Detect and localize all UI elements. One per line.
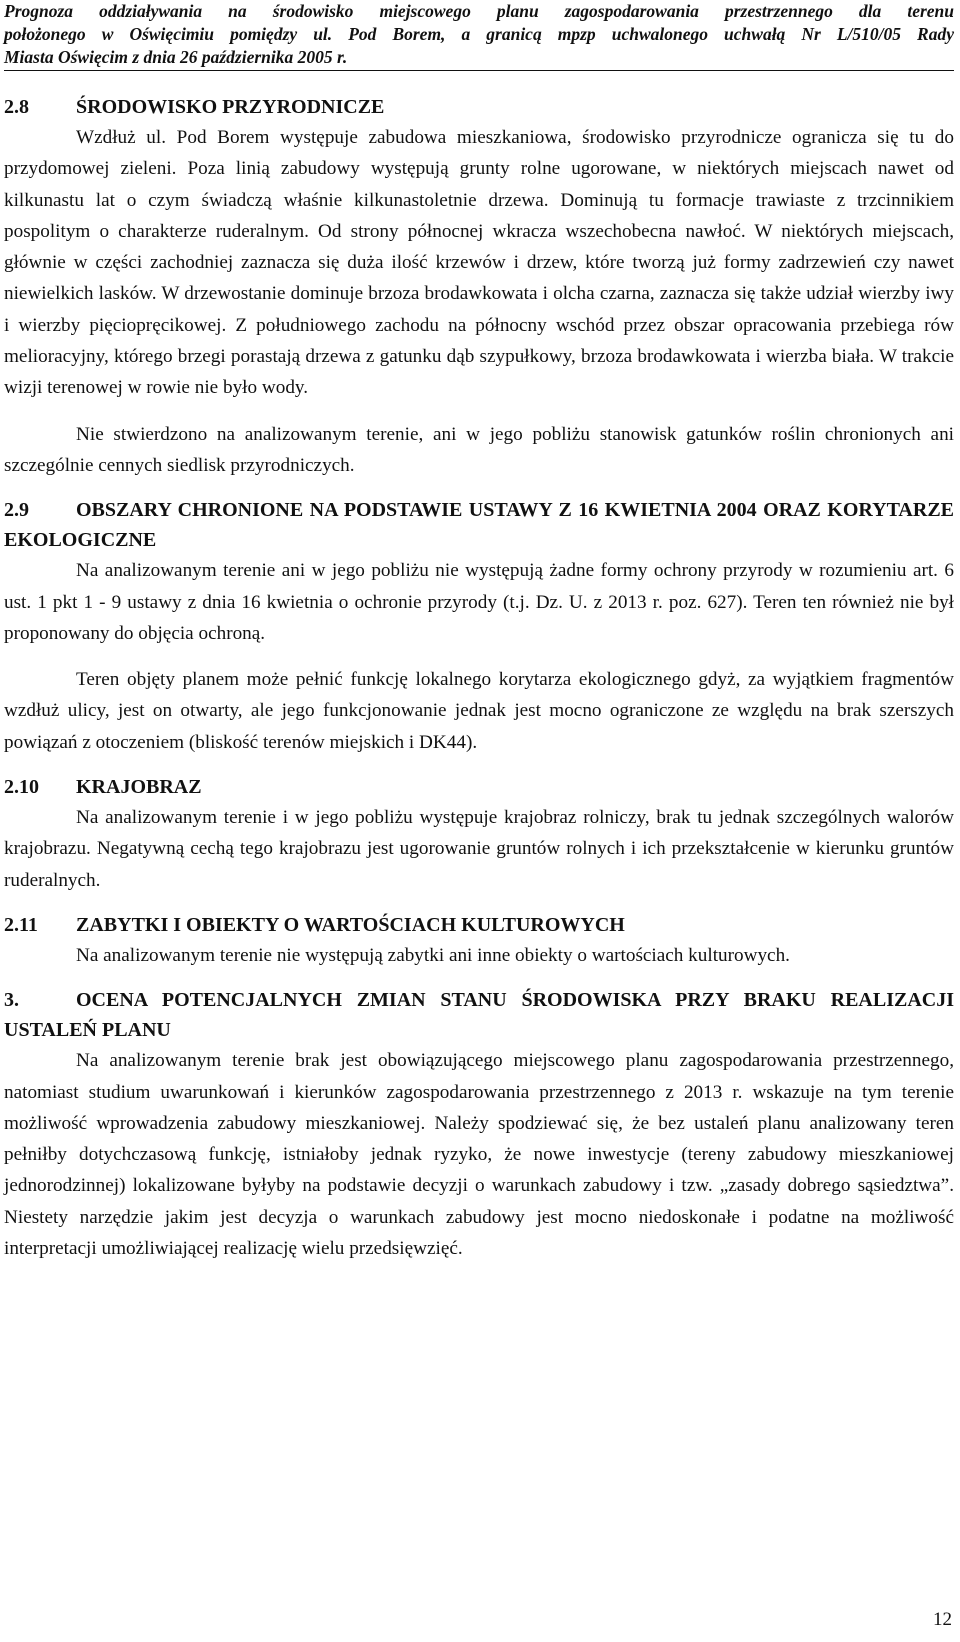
section-number: 2.9: [4, 499, 29, 522]
header-line-1: Prognoza oddziaływania na środowisko miejscowego planu zagospodarowania przestrzennego dla terenu: [4, 1, 954, 21]
paragraph: Na analizowanym terenie nie występują zabytki ani inne obiekty o wartościach kulturowych.: [76, 944, 790, 966]
paragraph: Teren objęty planem może pełnić funkcję lokalnego korytarza ekologicznego gdyż, za wyjątkiem fragmentów wzdłuż ulicy, jest on otwarty, ale jego funkcjonowanie jednak jest mocno ograniczone ze względu na brak szerszych powiązań z otoczeniem (bliskość terenów miejskich i DK44).: [4, 669, 954, 753]
header-line-3: Miasta Oświęcim z dnia 26 października 2005 r.: [4, 47, 348, 67]
paragraph: Wzdłuż ul. Pod Borem występuje zabudowa mieszkaniowa, środowisko przyrodnicze ogranicza się tu do przydomowej zieleni. Poza linią zabudowy występują grunty rolne ugorowane, w niektórych miejscach nawet od kilkunastu lat o czym świadczą właśnie kilkunastoletnie drzewa. Dominują tu formacje trawiaste z trzcinnikiem pospolitym o charakterze ruderalnym. Od strony północnej wkracza wszechobecna nawłoć. W niektórych miejscach, głównie w części zachodniej zaznacza się duża ilość krzewów i drzew, które tworzą już formy zadrzewień czy nawet niewielkich lasków. W drzewostanie dominuje brzoza brodawkowata i olcha czarna, zaznacza się także udział wierzby iwy i wierzby pięciopręcikowej. Z południowego zachodu na północny wschód przez obszar opracowania przebiega rów melioracyjny, którego brzegi porastają drzewa z gatunku dąb szypułkowy, brzoza brodawkowata i wierzba biała. W trakcie wizji terenowej w rowie nie było wody.: [4, 127, 954, 399]
section-heading-2-11: [4, 910, 954, 940]
paragraph: Na analizowanym terenie ani w jego pobliżu nie występują żadne formy ochrony przyrody w rozumieniu art. 6 ust. 1 pkt 1 - 9 ustawy z dnia 16 kwietnia o ochronie przyrody (t.j. Dz. U. z 2013 r. poz. 627). Teren ten również nie był proponowany do objęcia ochroną.: [4, 560, 954, 644]
section-title: ŚRODOWISKO PRZYRODNICZE: [76, 96, 385, 118]
section-title: KRAJOBRAZ: [76, 776, 202, 799]
section-number: 2.11: [4, 913, 38, 936]
section-title: ZABYTKI I OBIEKTY O WARTOŚCIACH KULTUROWYCH: [76, 913, 625, 936]
document-body: [4, 92, 954, 1264]
section-title: OCENA POTENCJALNYCH ZMIAN STANU ŚRODOWISKA PRZY BRAKU REALIZACJI USTALEŃ PLANU: [4, 989, 954, 1042]
paragraph: Na analizowanym terenie i w jego pobliżu występuje krajobraz rolniczy, brak tu jednak szczególnych walorów krajobrazu. Negatywną cechą tego krajobrazu jest ugorowanie gruntów rolnych i ich przekształcenie w kierunku gruntów ruderalnych.: [4, 807, 954, 891]
section-title: OBSZARY CHRONIONE NA PODSTAWIE USTAWY Z 16 KWIETNIA 2004 ORAZ KORYTARZE EKOLOGICZNE: [4, 499, 954, 552]
section-heading-2-10: [4, 772, 954, 802]
section-heading-2-8: [4, 92, 954, 122]
section-heading-3: [4, 985, 954, 1045]
section-number: 3.: [4, 989, 19, 1012]
header-line-2: położonego w Oświęcimiu pomiędzy ul. Pod Borem, a granicą mpzp uchwalonego uchwałą Nr L/510/05 Rady: [4, 24, 954, 44]
paragraph: Nie stwierdzono na analizowanym terenie, ani w jego pobliżu stanowisk gatunków roślin chronionych ani szczególnie cennych siedlisk przyrodniczych.: [4, 423, 954, 476]
section-heading-2-9: [4, 495, 954, 555]
running-header: [4, 0, 954, 71]
section-number: 2.8: [4, 96, 29, 118]
section-number: 2.10: [4, 776, 39, 799]
page-number: 12: [933, 1609, 952, 1630]
paragraph: Na analizowanym terenie brak jest obowiązującego miejscowego planu zagospodarowania przestrzennego, natomiast studium uwarunkowań i kierunków zagospodarowania przestrzennego z 2013 r. wskazuje na tym terenie możliwość wprowadzenia zabudowy mieszkaniowej. Należy spodziewać się, że bez ustaleń planu analizowany teren pełniłby dotychczasową funkcję, istniałoby jednak ryzyko, że nowe inwestycje (tereny zabudowy mieszkaniowej jednorodzinnej) lokalizowane byłyby na podstawie decyzji o warunkach zabudowy i tzw. „zasady dobrego sąsiedztwa”. Niestety narzędzie jakim jest decyzja o warunkach zabudowy jest mocno niedoskonałe i podatne na możliwość interpretacji umożliwiającej realizację wielu przedsięwzięć.: [4, 1050, 954, 1260]
